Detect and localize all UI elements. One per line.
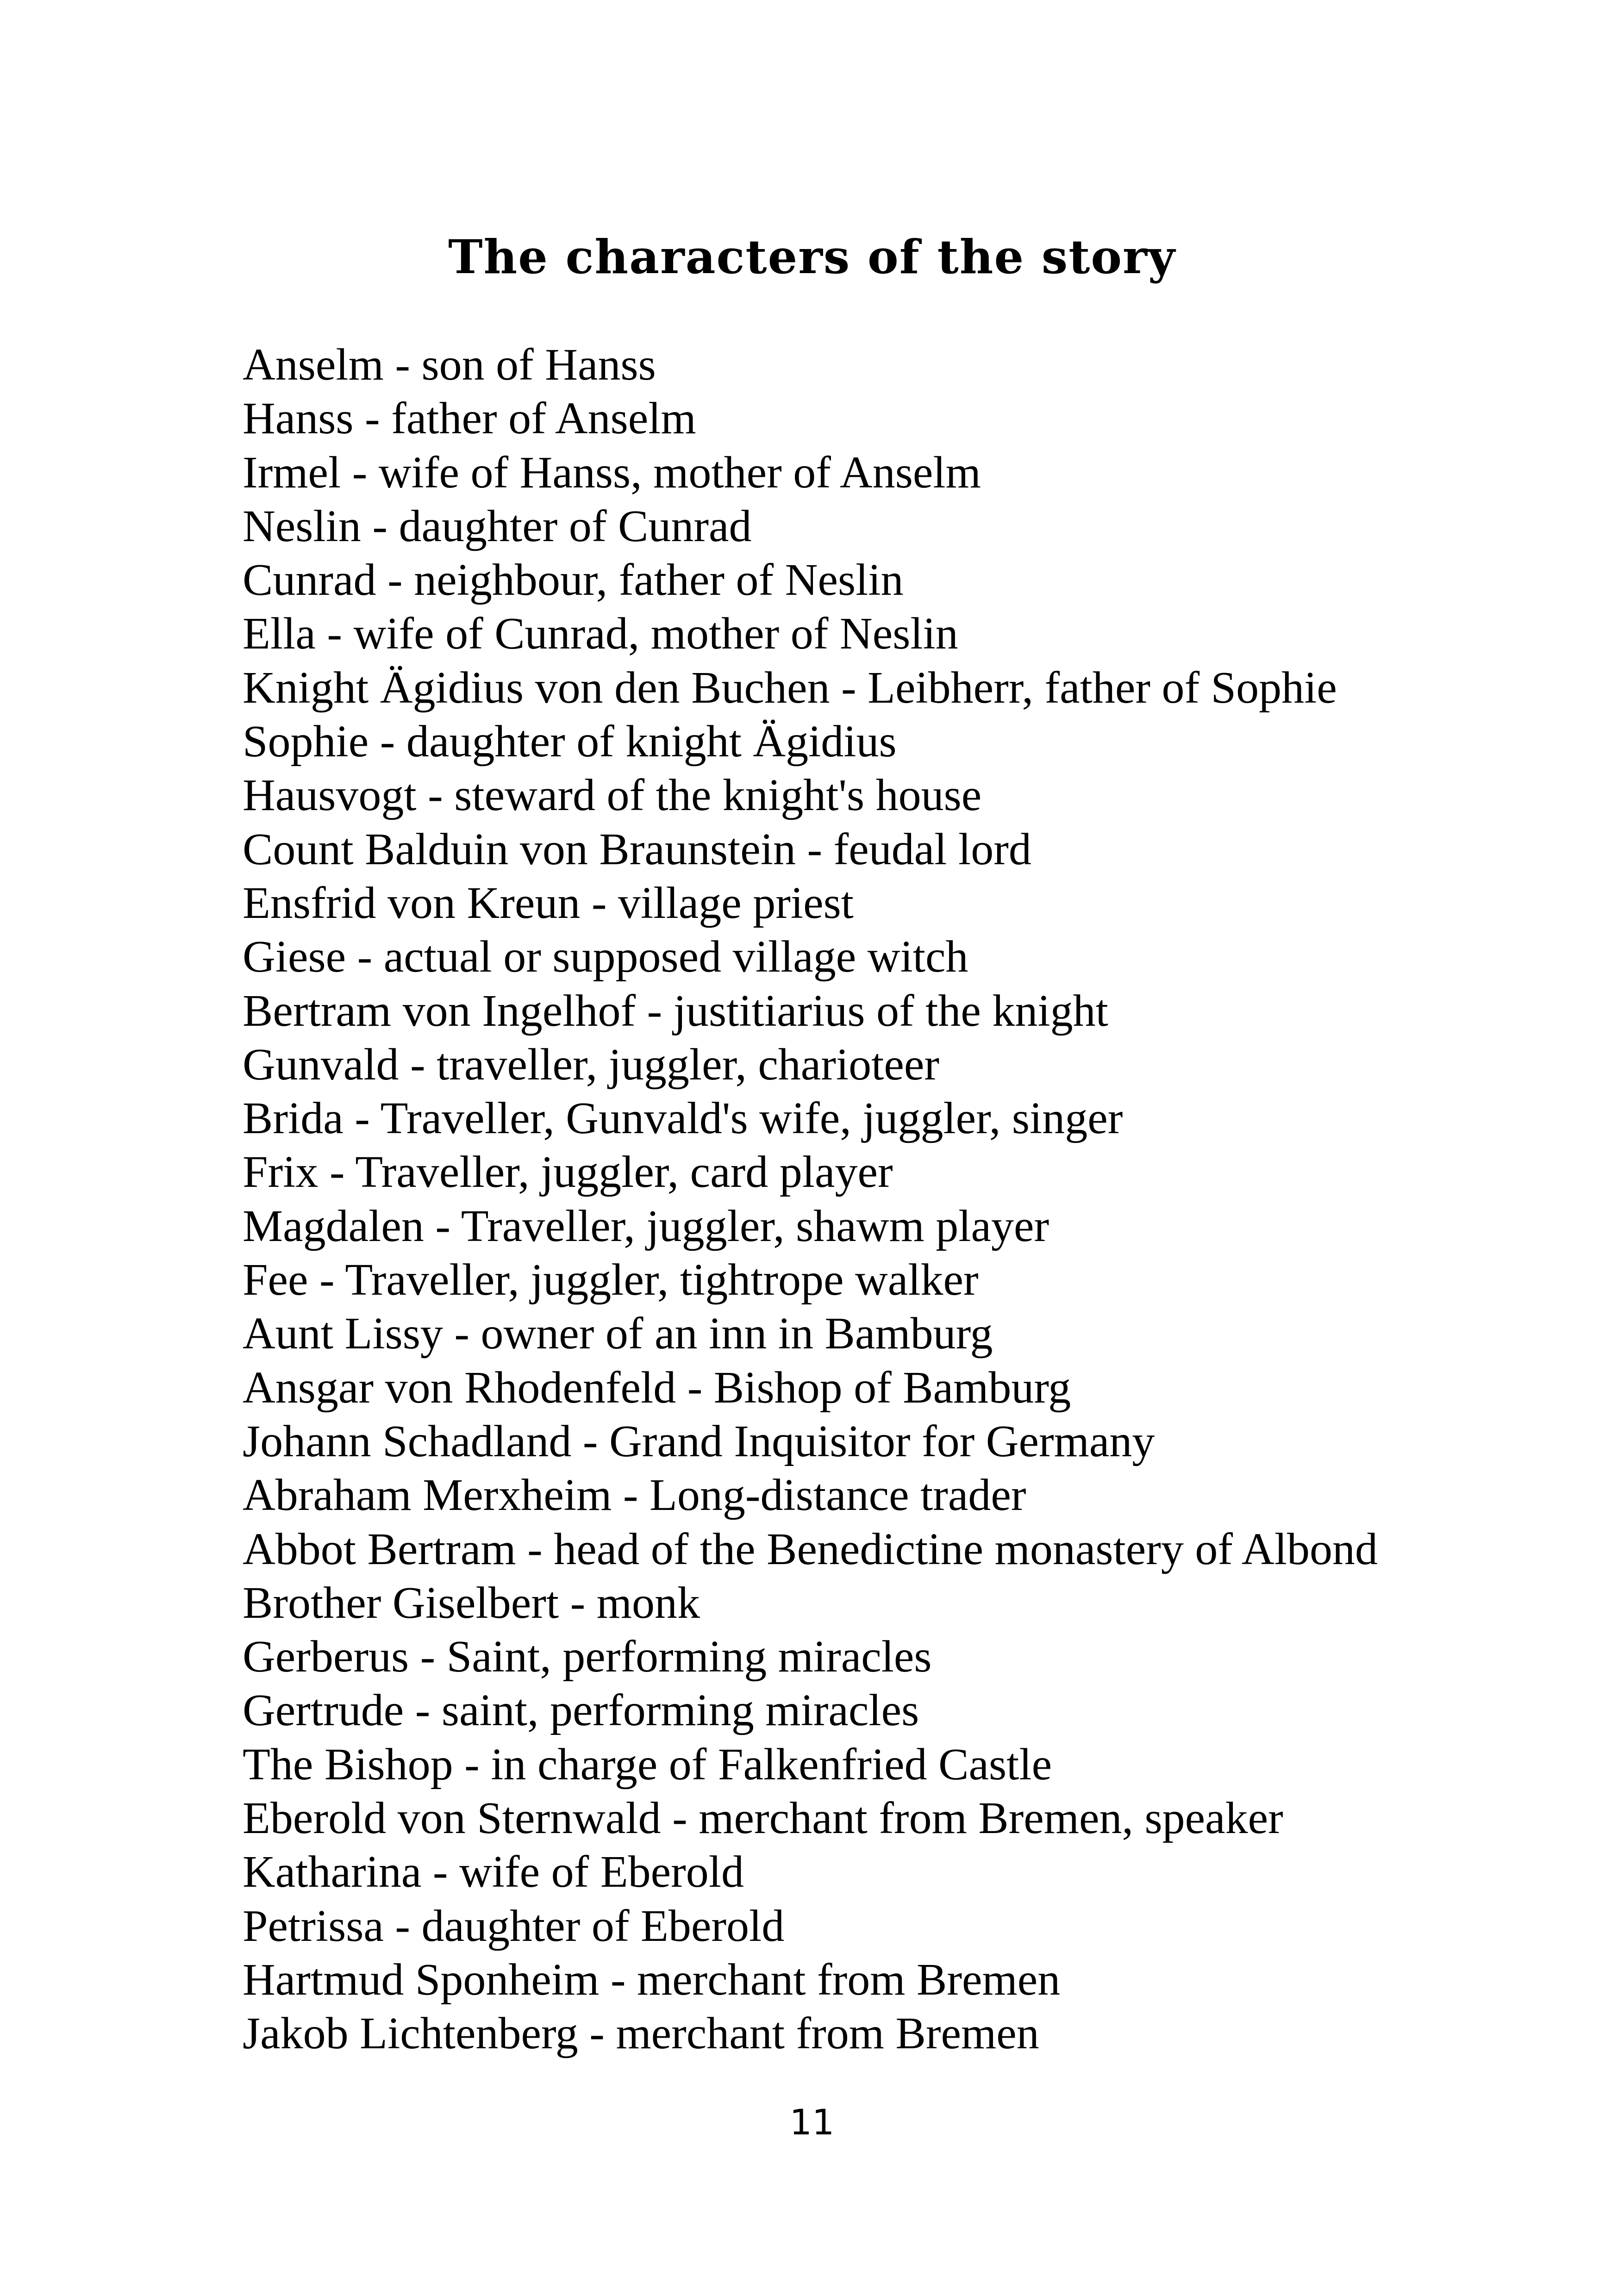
list-item: Count Balduin von Braunstein - feudal lord [243, 824, 1031, 874]
list-item: Sophie - daughter of knight Ägidius [243, 717, 897, 767]
list-item: Johann Schadland - Grand Inquisitor for Germany [243, 1416, 1155, 1466]
list-item: Cunrad - neighbour, father of Neslin [243, 555, 904, 605]
list-item: Gunvald - traveller, juggler, charioteer [243, 1039, 940, 1090]
list-item: Frix - Traveller, juggler, card player [243, 1147, 893, 1197]
list-item: Eberold von Sternwald - merchant from Bremen, speaker [243, 1793, 1283, 1844]
list-item: Katharina - wife of Eberold [243, 1847, 744, 1897]
list-item: Anselm - son of Hanss [243, 340, 656, 390]
list-item: Abbot Bertram - head of the Benedictine monastery of Albond [243, 1524, 1378, 1574]
list-item: Gerberus - Saint, performing miracles [243, 1632, 932, 1682]
list-item: The Bishop - in charge of Falkenfried Castle [243, 1739, 1052, 1790]
list-item: Brother Giselbert - monk [243, 1578, 700, 1628]
list-item: Ella - wife of Cunrad, mother of Neslin [243, 609, 958, 659]
list-item: Bertram von Ingelhof - justitiarius of the knight [243, 985, 1108, 1036]
list-item: Magdalen - Traveller, juggler, shawm player [243, 1201, 1049, 1251]
list-item: Irmel - wife of Hanss, mother of Anselm [243, 447, 981, 498]
list-item: Hanss - father of Anselm [243, 393, 696, 444]
list-item: Knight Ägidius von den Buchen - Leibherr, father of Sophie [243, 662, 1337, 713]
list-item: Hartmud Sponheim - merchant from Bremen [243, 1954, 1061, 2005]
list-item: Ensfrid von Kreun - village priest [243, 878, 854, 928]
list-item: Giese - actual or supposed village witch [243, 932, 968, 982]
character-list [243, 338, 1539, 2061]
list-item: Aunt Lissy - owner of an inn in Bamburg [243, 1309, 993, 1359]
list-item: Ansgar von Rhodenfeld - Bishop of Bamburg [243, 1362, 1071, 1413]
list-item: Petrissa - daughter of Eberold [243, 1901, 785, 1951]
list-item: Gertrude - saint, performing miracles [243, 1685, 919, 1736]
list-item: Fee - Traveller, juggler, tightrope walker [243, 1255, 979, 1305]
page-number: 11 [789, 2102, 835, 2143]
list-item: Brida - Traveller, Gunvald's wife, juggler, singer [243, 1093, 1123, 1144]
page-title: The characters of the story [448, 230, 1176, 284]
list-item: Jakob Lichtenberg - merchant from Bremen [243, 2008, 1039, 2059]
list-item: Neslin - daughter of Cunrad [243, 501, 752, 551]
list-item: Hausvogt - steward of the knight's house [243, 770, 982, 821]
list-item: Abraham Merxheim - Long-distance trader [243, 1470, 1026, 1521]
